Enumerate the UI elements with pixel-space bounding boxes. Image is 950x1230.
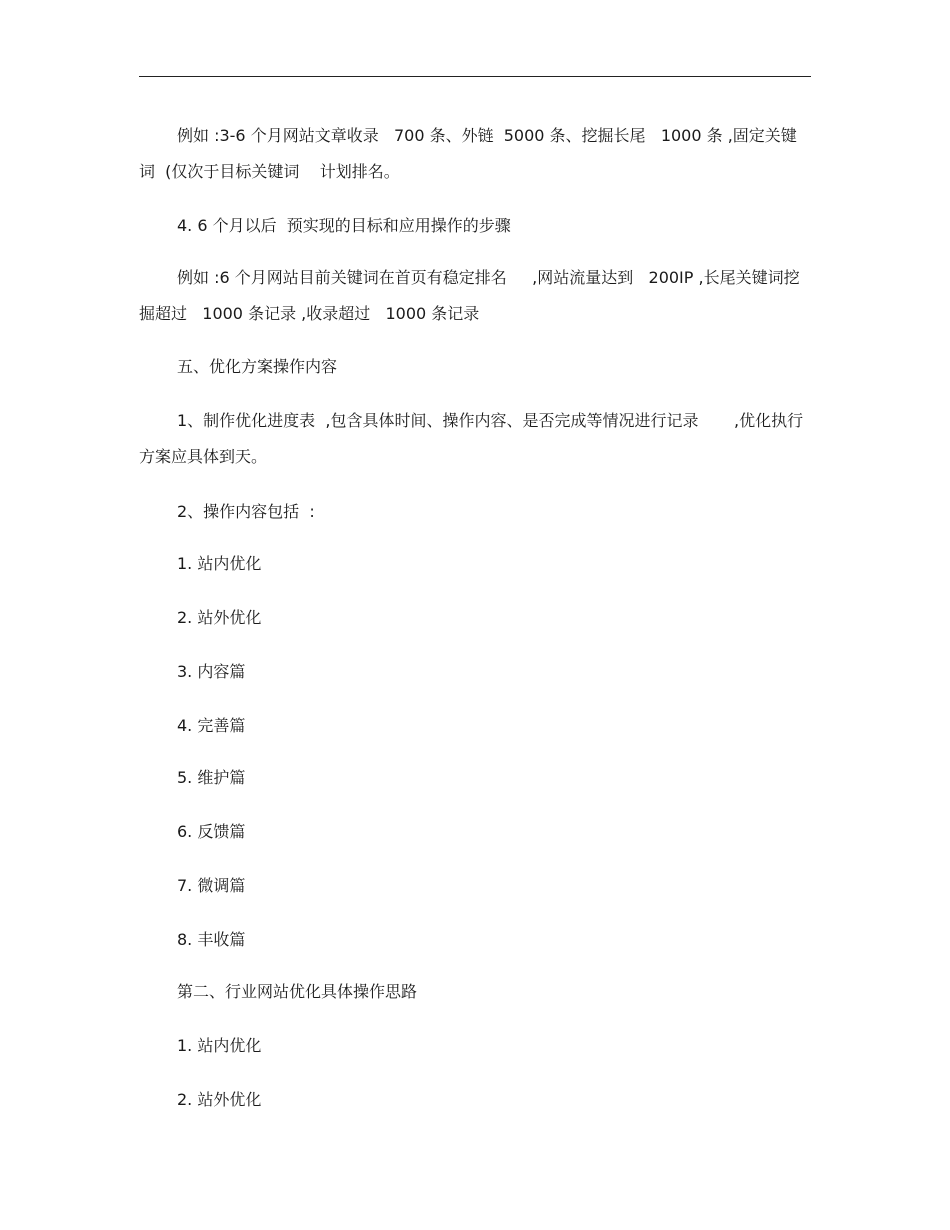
header-rule [139,76,811,77]
list-item: 1. 站内优化 [177,1036,262,1055]
list-item: 2. 站外优化 [177,608,262,627]
list-item: 1. 站内优化 [177,554,262,573]
list-item: 4. 完善篇 [177,716,246,735]
section-heading-5: 五、优化方案操作内容 [177,357,338,376]
paragraph-example-3-6-months: 例如 :3-6 个月网站文章收录 700 条、外链 5000 条、挖掘长尾 1000 条 ,固定关键词 (仅次于目标关键词 计划排名。 [139,126,797,181]
section-heading-second: 第二、行业网站优化具体操作思路 [177,982,418,1001]
paragraph-content-includes: 2、操作内容包括 : [177,502,315,521]
paragraph-after-6-months-heading: 4. 6 个月以后 预实现的目标和应用操作的步骤 [177,216,511,235]
list-item: 8. 丰收篇 [177,930,246,949]
list-item: 7. 微调篇 [177,876,246,895]
list-item: 6. 反馈篇 [177,822,246,841]
list-item: 5. 维护篇 [177,768,246,787]
list-item: 3. 内容篇 [177,662,246,681]
list-item: 2. 站外优化 [177,1090,262,1109]
paragraph-example-6-months: 例如 :6 个月网站目前关键词在首页有稳定排名 ,网站流量达到 200IP ,长尾关键词挖掘超过 1000 条记录 ,收录超过 1000 条记录 [139,268,800,323]
paragraph-schedule: 1、制作优化进度表 ,包含具体时间、操作内容、是否完成等情况进行记录 ,优化执行方案应具体到天。 [139,411,804,466]
